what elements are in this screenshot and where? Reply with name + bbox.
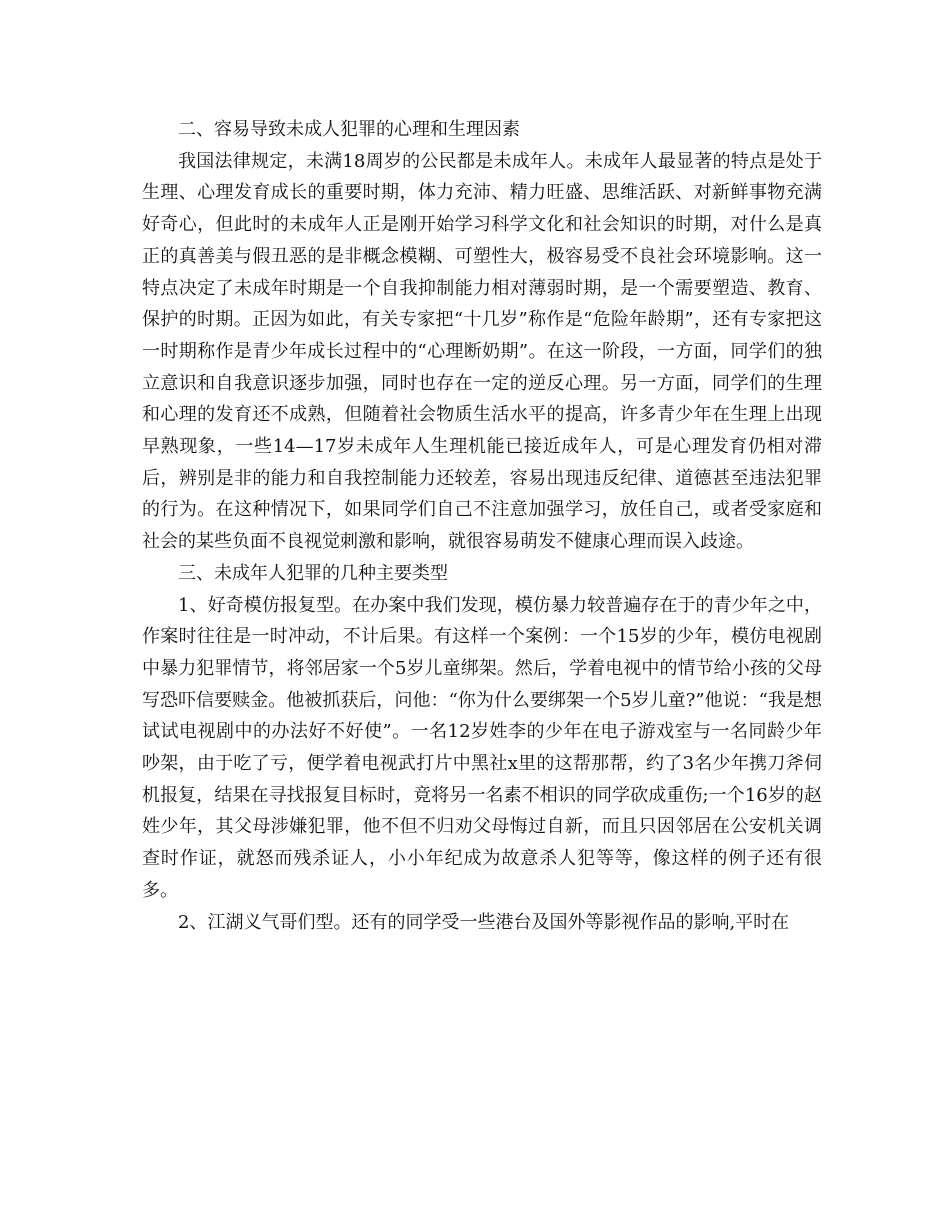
paragraph-type-1: 1、好奇模仿报复型。在办案中我们发现，模仿暴力较普遍存在于的青少年之中，作案时往往是一时冲动，不计后果。有这样一个案例：一个15岁的少年，模仿电视剧中暴力犯罪情节，将邻居家一个5岁儿童绑架。然后，学着电视中的情节给小孩的父母写恐吓信要赎金。他被抓获后，问他：“你为什么要绑架一个5岁儿童?”他说：“我是想试试电视剧中的办法好不好使”。一名12岁姓李的少年在电子游戏室与一名同龄少年吵架，由于吃了亏，便学着电视武打片中黑社x里的这帮那帮，约了3名少年携刀斧伺机报复，结果在寻找报复目标时，竟将另一名素不相识的同学砍成重伤;一个16岁的赵姓少年，其父母涉嫌犯罪，他不但不归劝父母悔过自新，而且只因邻居在公安机关调查时作证，就怒而残杀证人，小小年纪成为故意杀人犯等等，像这样的例子还有很多。 xyxy=(142,594,822,901)
section-heading-3: 三、未成年人犯罪的几种主要类型 xyxy=(178,562,448,584)
section-heading-2: 二、容易导致未成人犯罪的心理和生理因素 xyxy=(178,119,520,140)
paragraph-type-2: 2、江湖义气哥们型。还有的同学受一些港台及国外等影视作品的影响,平时在 xyxy=(178,911,790,933)
document-body xyxy=(142,114,822,938)
paragraph-legal-definition: 我国法律规定，未满18周岁的公民都是未成年人。未成年人最显著的特点是处于生理、心理发育成长的重要时期，体力充沛、精力旺盛、思维活跃、对新鲜事物充满好奇心，但此时的未成年人正是刚开始学习科学文化和社会知识的时期，对什么是真正的真善美与假丑恶的是非概念模糊、可塑性大，极容易受不良社会环境影响。这一特点决定了未成年时期是一个自我抑制能力相对薄弱时期，是一个需要塑造、教育、保护的时期。正因为如此，有关专家把“十几岁”称作是“危险年龄期”，还有专家把这一时期称作是青少年成长过程中的“心理断奶期”。在这一阶段，一方面，同学们的独立意识和自我意识逐步加强，同时也存在一定的逆反心理。另一方面，同学们的生理和心理的发育还不成熟，但随着社会物质生活水平的提高，许多青少年在生理上出现早熟现象，一些14—17岁未成年人生理机能已接近成年人，可是心理发育仍相对滞后，辨别是非的能力和自我控制能力还较差，容易出现违反纪律、道德甚至违法犯罪的行为。在这种情况下，如果同学们自己不注意加强学习，放任自己，或者受家庭和社会的某些负面不良视觉刺激和影响，就很容易萌发不健康心理而误入歧途。 xyxy=(142,150,822,553)
